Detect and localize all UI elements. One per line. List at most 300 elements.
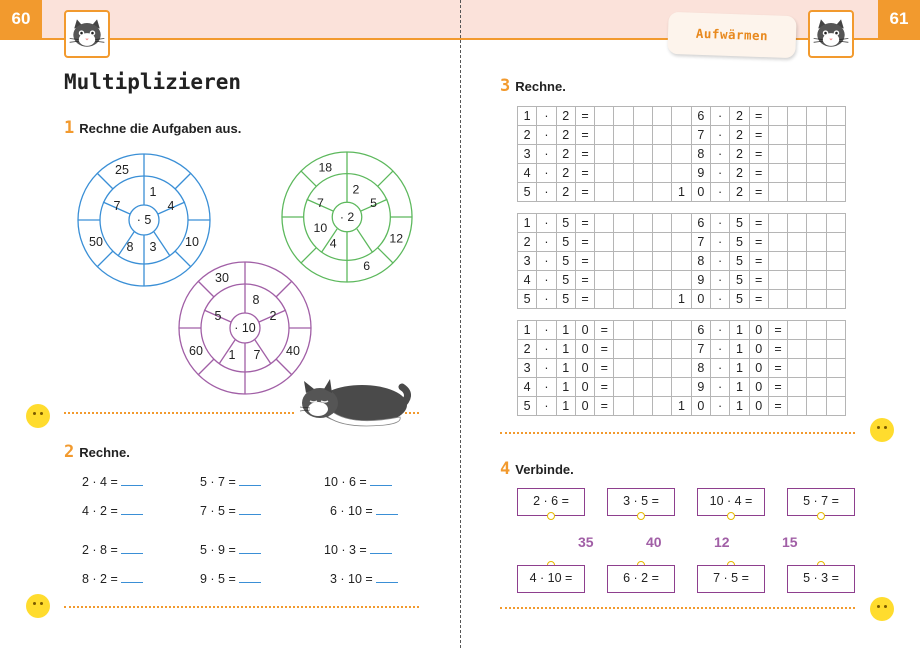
grid-cell: = <box>749 145 768 164</box>
equation-box[interactable]: 6 · 2 = <box>607 565 675 593</box>
grid-cell-empty[interactable] <box>807 107 826 126</box>
grid-cell: 3 <box>518 252 537 271</box>
grid-cell: 1 <box>672 397 691 416</box>
task-label: Rechne die Aufgaben aus. <box>79 121 242 136</box>
grid-cell: = <box>749 252 768 271</box>
grid-cell: 1 <box>556 397 575 416</box>
grid-cell-empty[interactable] <box>672 321 691 340</box>
grid-cell-empty[interactable] <box>653 145 672 164</box>
grid-cell-empty[interactable] <box>672 233 691 252</box>
wheel-inner-value: 4 <box>167 199 175 213</box>
grid-cell-empty[interactable] <box>595 271 614 290</box>
grid-cell: = <box>575 214 594 233</box>
answer-blank[interactable] <box>370 476 392 486</box>
grid-cell: · <box>710 183 729 202</box>
grid-cell-empty[interactable] <box>807 290 826 309</box>
grid-cell: = <box>595 321 614 340</box>
grid-cell-empty[interactable] <box>768 252 787 271</box>
cat-head-icon <box>64 10 110 58</box>
grid-cell-empty[interactable] <box>633 359 652 378</box>
grid-cell-empty[interactable] <box>788 164 807 183</box>
grid-cell-empty[interactable] <box>633 145 652 164</box>
wheel-outer-value: 40 <box>286 344 300 358</box>
grid-cell-empty[interactable] <box>653 271 672 290</box>
grid-cell-empty[interactable] <box>788 397 807 416</box>
grid-cell-empty[interactable] <box>614 340 633 359</box>
equation-box[interactable]: 7 · 5 = <box>697 565 765 593</box>
grid-cell-empty[interactable] <box>768 214 787 233</box>
grid-cell-empty[interactable] <box>826 290 845 309</box>
grid-cell-empty[interactable] <box>653 397 672 416</box>
grid-cell: 0 <box>691 397 710 416</box>
grid-cell: · <box>710 378 729 397</box>
task-label: Verbinde. <box>515 462 574 477</box>
equation: 7 · 5 = <box>200 504 261 518</box>
answer-blank[interactable] <box>376 573 398 583</box>
grid-cell: 2 <box>730 107 749 126</box>
grid-cell-empty[interactable] <box>768 183 787 202</box>
grid-cell-empty[interactable] <box>672 214 691 233</box>
grid-cell-empty[interactable] <box>788 252 807 271</box>
grid-cell-empty[interactable] <box>807 271 826 290</box>
grid-cell-empty[interactable] <box>595 126 614 145</box>
grid-cell-empty[interactable] <box>826 397 845 416</box>
grid-cell: · <box>710 271 729 290</box>
dotted-divider <box>64 606 419 608</box>
grid-cell-empty[interactable] <box>653 290 672 309</box>
grid-cell: = <box>575 126 594 145</box>
wheel-inner-value: 3 <box>149 240 157 254</box>
dotted-divider <box>500 432 855 434</box>
wheel-center: · 5 <box>136 213 152 227</box>
grid-cell: 7 <box>691 126 710 145</box>
grid-cell: · <box>710 145 729 164</box>
grid-cell: 2 <box>518 340 537 359</box>
grid-row <box>518 107 846 126</box>
grid-cell: 0 <box>691 183 710 202</box>
answer-blank[interactable] <box>239 573 261 583</box>
grid-cell-empty[interactable] <box>595 145 614 164</box>
grid-cell: 1 <box>730 397 749 416</box>
grid-cell-empty[interactable] <box>614 164 633 183</box>
grid-cell-empty[interactable] <box>614 233 633 252</box>
grid-cell: 8 <box>691 359 710 378</box>
grid-cell: 9 <box>691 164 710 183</box>
grid-cell: 0 <box>575 378 594 397</box>
equation-box[interactable]: 5 · 3 = <box>787 565 855 593</box>
grid-cell: 0 <box>749 321 768 340</box>
grid-row <box>518 340 846 359</box>
grid-cell: · <box>537 145 556 164</box>
grid-cell-empty[interactable] <box>826 378 845 397</box>
grid-cell-empty[interactable] <box>672 340 691 359</box>
grid-cell: · <box>537 340 556 359</box>
wheel-inner-value: 7 <box>253 348 261 362</box>
grid-row <box>518 321 846 340</box>
connector-dot[interactable] <box>637 512 645 520</box>
grid-cell: = <box>749 290 768 309</box>
grid-cell-empty[interactable] <box>807 340 826 359</box>
grid-cell: · <box>537 271 556 290</box>
grid-cell-empty[interactable] <box>788 340 807 359</box>
equation-box[interactable]: 4 · 10 = <box>517 565 585 593</box>
grid-cell: 0 <box>749 359 768 378</box>
grid-cell: · <box>710 107 729 126</box>
grid-cell-empty[interactable] <box>653 252 672 271</box>
grid-cell-empty[interactable] <box>633 126 652 145</box>
grid-cell: 5 <box>730 252 749 271</box>
equation: 8 · 2 = <box>82 572 143 586</box>
grid-cell: · <box>710 290 729 309</box>
grid-cell-empty[interactable] <box>633 183 652 202</box>
answer-blank[interactable] <box>239 505 261 515</box>
dotted-divider <box>500 607 855 609</box>
grid-cell-empty[interactable] <box>672 378 691 397</box>
connector-dot[interactable] <box>817 512 825 520</box>
equation-box[interactable]: 5 · 7 = <box>787 488 855 516</box>
grid-cell: 0 <box>575 397 594 416</box>
answer-blank[interactable] <box>370 544 392 554</box>
grid-cell-empty[interactable] <box>653 233 672 252</box>
task-number: 4 <box>500 459 511 479</box>
wheel-inner-value: 5 <box>370 196 378 211</box>
grid-cell-empty[interactable] <box>826 271 845 290</box>
equation-box[interactable]: 10 · 4 = <box>697 488 765 516</box>
grid-cell-empty[interactable] <box>807 214 826 233</box>
grid-cell-empty[interactable] <box>788 145 807 164</box>
grid-cell: · <box>710 233 729 252</box>
grid-cell-empty[interactable] <box>672 252 691 271</box>
grid-cell-empty[interactable] <box>595 290 614 309</box>
grid-cell: 0 <box>749 397 768 416</box>
answer-blank[interactable] <box>239 476 261 486</box>
answer-blank[interactable] <box>121 505 143 515</box>
grid-cell: 1 <box>672 290 691 309</box>
sleeping-cat-illustration <box>290 365 415 430</box>
wheel-inner-value: 4 <box>329 236 337 251</box>
wheel-outer-value: 12 <box>389 231 404 246</box>
grid-cell: = <box>575 183 594 202</box>
grid-cell-empty[interactable] <box>653 107 672 126</box>
grid-cell: 5 <box>730 290 749 309</box>
grid-cell: = <box>595 340 614 359</box>
grid-cell: 2 <box>556 183 575 202</box>
wheel-inner-value: 8 <box>252 293 260 307</box>
grid-cell-empty[interactable] <box>826 214 845 233</box>
grid-cell-empty[interactable] <box>614 290 633 309</box>
grid-cell-empty[interactable] <box>788 290 807 309</box>
grid-cell-empty[interactable] <box>826 107 845 126</box>
grid-cell-empty[interactable] <box>653 321 672 340</box>
grid-cell: · <box>710 214 729 233</box>
grid-cell: = <box>595 378 614 397</box>
math-grid <box>517 320 846 416</box>
grid-cell: 3 <box>518 359 537 378</box>
equation: 10 · 6 = <box>324 475 392 489</box>
grid-cell: 0 <box>575 340 594 359</box>
grid-cell-empty[interactable] <box>768 271 787 290</box>
grid-cell: 1 <box>730 340 749 359</box>
grid-cell: · <box>537 107 556 126</box>
grid-cell-empty[interactable] <box>826 340 845 359</box>
wheel-center: · 2 <box>339 209 355 224</box>
grid-cell-empty[interactable] <box>768 164 787 183</box>
grid-cell: 2 <box>556 145 575 164</box>
grid-cell: 1 <box>518 321 537 340</box>
grid-row <box>518 183 846 202</box>
task-number: 1 <box>64 118 75 138</box>
grid-cell: 3 <box>518 145 537 164</box>
grid-cell-empty[interactable] <box>633 271 652 290</box>
connector-dot[interactable] <box>547 512 555 520</box>
grid-cell-empty[interactable] <box>768 107 787 126</box>
grid-cell-empty[interactable] <box>633 214 652 233</box>
grid-cell: 5 <box>556 214 575 233</box>
grid-cell-empty[interactable] <box>653 183 672 202</box>
grid-cell-empty[interactable] <box>826 252 845 271</box>
grid-cell-empty[interactable] <box>807 145 826 164</box>
equation: 5 · 9 = <box>200 543 261 557</box>
grid-cell-empty[interactable] <box>672 107 691 126</box>
grid-cell: = <box>595 397 614 416</box>
grid-cell-empty[interactable] <box>672 271 691 290</box>
grid-cell-empty[interactable] <box>614 145 633 164</box>
grid-cell-empty[interactable] <box>633 252 652 271</box>
grid-cell-empty[interactable] <box>672 145 691 164</box>
grid-cell: = <box>768 321 787 340</box>
grid-cell: 2 <box>556 107 575 126</box>
grid-cell: = <box>768 359 787 378</box>
grid-cell-empty[interactable] <box>614 107 633 126</box>
grid-cell: = <box>595 359 614 378</box>
grid-cell: · <box>537 233 556 252</box>
grid-cell-empty[interactable] <box>614 183 633 202</box>
answer-blank[interactable] <box>121 573 143 583</box>
grid-cell: · <box>710 359 729 378</box>
grid-cell-empty[interactable] <box>633 164 652 183</box>
grid-cell: = <box>575 233 594 252</box>
task-4-heading <box>500 459 574 479</box>
grid-cell: 1 <box>556 378 575 397</box>
right-page-number: 61 <box>878 0 920 38</box>
grid-cell: · <box>537 397 556 416</box>
wheel-outer-value: 50 <box>89 235 103 249</box>
grid-cell-empty[interactable] <box>653 126 672 145</box>
grid-cell: · <box>537 126 556 145</box>
grid-cell: 2 <box>556 164 575 183</box>
grid-cell-empty[interactable] <box>595 233 614 252</box>
equation: 6 · 10 = <box>330 504 398 518</box>
grid-cell-empty[interactable] <box>633 290 652 309</box>
grid-row <box>518 145 846 164</box>
grid-cell-empty[interactable] <box>788 378 807 397</box>
grid-cell: 4 <box>518 164 537 183</box>
grid-cell: 2 <box>556 126 575 145</box>
wheel-inner-value: 1 <box>228 348 236 362</box>
grid-cell-empty[interactable] <box>807 378 826 397</box>
grid-cell-empty[interactable] <box>614 359 633 378</box>
answer-blank[interactable] <box>121 476 143 486</box>
grid-cell: = <box>768 340 787 359</box>
grid-cell-empty[interactable] <box>826 126 845 145</box>
grid-cell-empty[interactable] <box>614 378 633 397</box>
grid-cell-empty[interactable] <box>788 233 807 252</box>
grid-cell-empty[interactable] <box>807 126 826 145</box>
grid-cell: 0 <box>749 378 768 397</box>
answer-blank[interactable] <box>239 544 261 554</box>
grid-cell: 5 <box>518 397 537 416</box>
wheel-inner-value: 8 <box>126 240 134 254</box>
grid-cell-empty[interactable] <box>614 214 633 233</box>
grid-cell: 6 <box>691 214 710 233</box>
grid-cell-empty[interactable] <box>614 126 633 145</box>
grid-cell: 5 <box>556 233 575 252</box>
grid-cell-empty[interactable] <box>788 107 807 126</box>
grid-cell: · <box>710 126 729 145</box>
grid-cell: 9 <box>691 271 710 290</box>
grid-cell: 6 <box>691 107 710 126</box>
grid-cell: = <box>749 214 768 233</box>
grid-cell-empty[interactable] <box>826 359 845 378</box>
grid-cell: · <box>710 164 729 183</box>
grid-cell: = <box>575 145 594 164</box>
grid-cell: 0 <box>749 340 768 359</box>
grid-cell-empty[interactable] <box>595 107 614 126</box>
grid-cell-empty[interactable] <box>768 126 787 145</box>
grid-cell-empty[interactable] <box>633 340 652 359</box>
grid-cell: = <box>575 107 594 126</box>
wheel-inner-value: 2 <box>352 182 360 197</box>
grid-cell-empty[interactable] <box>595 164 614 183</box>
grid-cell-empty[interactable] <box>807 359 826 378</box>
grid-cell-empty[interactable] <box>614 252 633 271</box>
grid-cell-empty[interactable] <box>768 145 787 164</box>
grid-cell: · <box>537 290 556 309</box>
answer-blank[interactable] <box>376 505 398 515</box>
answer-number: 35 <box>578 534 594 550</box>
cat-head-icon <box>808 10 854 58</box>
wheel-inner-value: 2 <box>269 309 277 323</box>
grid-cell-empty[interactable] <box>768 290 787 309</box>
grid-row <box>518 126 846 145</box>
grid-cell-empty[interactable] <box>826 183 845 202</box>
grid-cell: 1 <box>730 378 749 397</box>
grid-cell: · <box>710 252 729 271</box>
grid-cell-empty[interactable] <box>807 233 826 252</box>
wheel-inner-value: 1 <box>149 185 157 199</box>
grid-cell: = <box>575 252 594 271</box>
wheel-outer-value: 25 <box>115 163 129 177</box>
grid-cell-empty[interactable] <box>653 164 672 183</box>
grid-cell-empty[interactable] <box>653 378 672 397</box>
dotted-divider <box>64 412 294 414</box>
grid-cell-empty[interactable] <box>788 359 807 378</box>
grid-cell-empty[interactable] <box>788 126 807 145</box>
equation: 2 · 8 = <box>82 543 143 557</box>
grid-cell: = <box>749 271 768 290</box>
grid-cell-empty[interactable] <box>807 321 826 340</box>
grid-cell-empty[interactable] <box>826 145 845 164</box>
grid-cell-empty[interactable] <box>595 183 614 202</box>
grid-cell-empty[interactable] <box>672 126 691 145</box>
grid-cell-empty[interactable] <box>807 252 826 271</box>
connector-dot[interactable] <box>727 512 735 520</box>
grid-cell: 1 <box>518 107 537 126</box>
grid-cell: 5 <box>518 290 537 309</box>
grid-cell-empty[interactable] <box>633 378 652 397</box>
grid-cell: · <box>710 340 729 359</box>
grid-cell-empty[interactable] <box>653 359 672 378</box>
grid-cell-empty[interactable] <box>768 233 787 252</box>
answer-number: 12 <box>714 534 730 550</box>
grid-cell: = <box>768 378 787 397</box>
grid-cell: 1 <box>556 340 575 359</box>
grid-cell-empty[interactable] <box>826 233 845 252</box>
grid-cell-empty[interactable] <box>633 321 652 340</box>
grid-cell-empty[interactable] <box>653 214 672 233</box>
grid-cell-empty[interactable] <box>672 359 691 378</box>
grid-cell-empty[interactable] <box>595 252 614 271</box>
grid-cell-empty[interactable] <box>788 321 807 340</box>
wheel-outer-value: 18 <box>318 160 333 175</box>
math-grid <box>517 106 846 202</box>
grid-cell-empty[interactable] <box>614 271 633 290</box>
grid-cell-empty[interactable] <box>672 164 691 183</box>
grid-row <box>518 378 846 397</box>
grid-cell-empty[interactable] <box>788 271 807 290</box>
task-3-heading <box>500 76 566 96</box>
grid-row <box>518 271 846 290</box>
grid-cell: 5 <box>730 233 749 252</box>
grid-cell: 8 <box>691 145 710 164</box>
grid-cell-empty[interactable] <box>788 214 807 233</box>
grid-cell-empty[interactable] <box>614 397 633 416</box>
grid-cell-empty[interactable] <box>826 321 845 340</box>
grid-cell-empty[interactable] <box>807 164 826 183</box>
answer-number: 15 <box>782 534 798 550</box>
grid-cell: · <box>710 321 729 340</box>
grid-cell-empty[interactable] <box>826 164 845 183</box>
grid-cell-empty[interactable] <box>633 107 652 126</box>
wheel-center: · 10 <box>234 321 256 335</box>
grid-cell: = <box>749 126 768 145</box>
answer-blank[interactable] <box>121 544 143 554</box>
smiley-icon <box>26 404 50 428</box>
grid-cell-empty[interactable] <box>595 214 614 233</box>
task-label: Rechne. <box>515 79 566 94</box>
equation-box[interactable]: 2 · 6 = <box>517 488 585 516</box>
equation-box[interactable]: 3 · 5 = <box>607 488 675 516</box>
grid-cell-empty[interactable] <box>633 233 652 252</box>
grid-cell-empty[interactable] <box>633 397 652 416</box>
grid-cell-empty[interactable] <box>807 397 826 416</box>
grid-cell: 5 <box>730 271 749 290</box>
wheel-inner-value: 10 <box>313 220 328 235</box>
smiley-icon <box>26 594 50 618</box>
dotted-divider <box>405 412 419 414</box>
grid-cell: = <box>749 183 768 202</box>
grid-cell: 1 <box>730 321 749 340</box>
grid-cell-empty[interactable] <box>807 183 826 202</box>
grid-cell: 0 <box>691 290 710 309</box>
grid-cell-empty[interactable] <box>788 183 807 202</box>
grid-row <box>518 290 846 309</box>
equation: 10 · 3 = <box>324 543 392 557</box>
grid-cell: · <box>537 252 556 271</box>
grid-cell-empty[interactable] <box>653 340 672 359</box>
grid-cell-empty[interactable] <box>614 321 633 340</box>
grid-cell: 0 <box>575 359 594 378</box>
